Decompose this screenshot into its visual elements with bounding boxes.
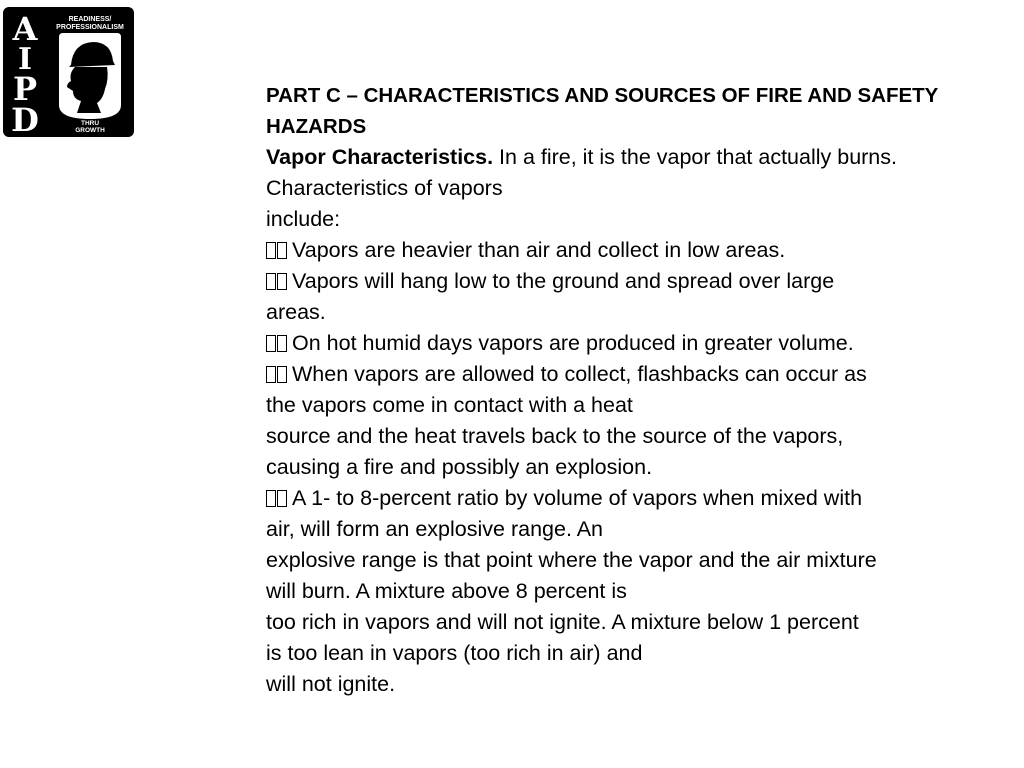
section-heading [266, 80, 956, 142]
missing-glyph-bullet-icon [266, 269, 288, 293]
bullet-item [266, 359, 956, 483]
intro-text: In a fire, it is the vapor that actually burns. [493, 145, 897, 169]
bullet-text: Vapors are heavier than air and collect in low areas. [292, 238, 786, 262]
bullet-item [266, 235, 956, 266]
bullet-line [266, 607, 956, 638]
svg-text:READINESS/: READINESS/ [68, 16, 112, 23]
svg-text:GROWTH: GROWTH [75, 127, 105, 134]
document-body [266, 80, 956, 700]
missing-glyph-bullet-icon [266, 331, 288, 355]
bullet-line [266, 452, 956, 483]
intro-line-2: Characteristics of vapors [266, 176, 503, 200]
intro-line-3: include: [266, 207, 341, 231]
bullet-text: will not ignite. [266, 672, 396, 696]
missing-glyph-bullet-icon [266, 238, 288, 262]
bullet-text: A 1- to 8-percent ratio by volume of vapors when mixed with [292, 486, 863, 510]
bullet-text: causing a fire and possibly an explosion. [266, 455, 653, 479]
bullet-text: air, will form an explosive range. An [266, 517, 603, 541]
intro-line-1 [266, 142, 956, 173]
missing-glyph-bullet-icon [266, 486, 288, 510]
bullet-line [266, 576, 956, 607]
bullet-line [266, 514, 956, 545]
bullet-line [266, 669, 956, 700]
logo-letter-i: I [17, 42, 33, 77]
svg-text:PROFESSIONALISM: PROFESSIONALISM [56, 24, 124, 31]
bullet-line [266, 328, 956, 359]
bullet-text: When vapors are allowed to collect, flashbacks can occur as [292, 362, 867, 386]
section-heading-line-1: PART C – CHARACTERISTICS AND SOURCES OF FIRE AND SAFETY [266, 84, 939, 107]
bullet-text: the vapors come in contact with a heat [266, 393, 633, 417]
bullet-list [266, 235, 956, 700]
bullet-line [266, 266, 956, 297]
bullet-text: On hot humid days vapors are produced in greater volume. [292, 331, 854, 355]
bullet-line [266, 421, 956, 452]
section-heading-line-2: HAZARDS [266, 115, 367, 138]
bullet-text: areas. [266, 300, 326, 324]
logo-letter-a: A [12, 10, 38, 48]
logo-letter-d: D [11, 101, 39, 137]
aipd-logo [3, 7, 134, 137]
aipd-logo-graphic [3, 7, 134, 137]
bullet-text: Vapors will hang low to the ground and spread over large [292, 269, 835, 293]
logo-letter-p: P [12, 70, 38, 108]
svg-text:THRU: THRU [80, 120, 100, 127]
bullet-text: too rich in vapors and will not ignite. A mixture below 1 percent [266, 610, 859, 634]
bullet-line [266, 545, 956, 576]
bullet-item [266, 328, 956, 359]
bullet-line [266, 483, 956, 514]
bullet-item [266, 266, 956, 328]
bullet-line [266, 359, 956, 390]
bullet-text: explosive range is that point where the vapor and the air mixture [266, 548, 877, 572]
bullet-line [266, 638, 956, 669]
bullet-line [266, 390, 956, 421]
bullet-line [266, 235, 956, 266]
bullet-text: will burn. A mixture above 8 percent is [266, 579, 627, 603]
bullet-text: source and the heat travels back to the source of the vapors, [266, 424, 844, 448]
bullet-text: is too lean in vapors (too rich in air) and [266, 641, 643, 665]
intro-bold-label: Vapor Characteristics. [266, 145, 494, 169]
missing-glyph-bullet-icon [266, 362, 288, 386]
bullet-line [266, 297, 956, 328]
bullet-item [266, 483, 956, 700]
